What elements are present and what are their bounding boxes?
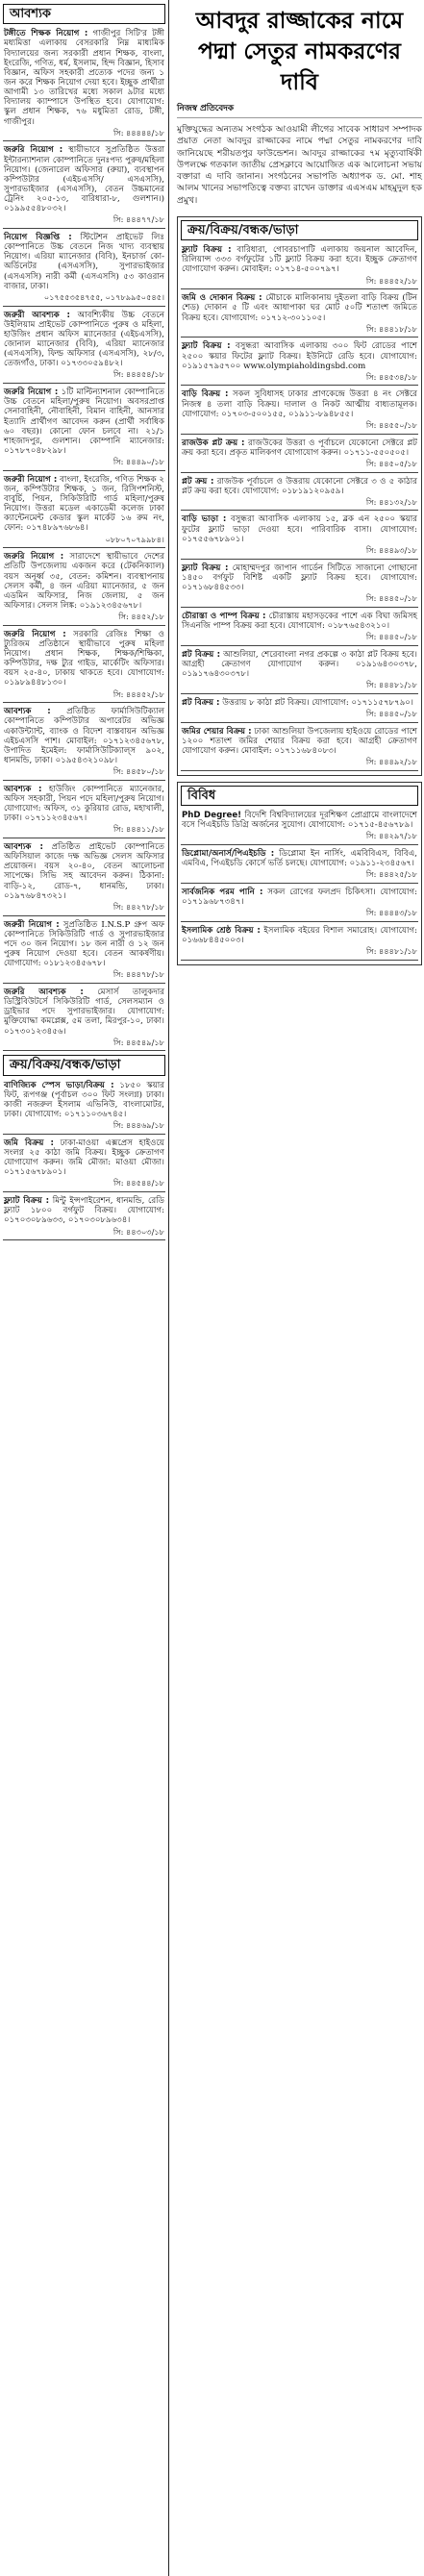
ad-text	[181, 696, 418, 709]
ad-text	[3, 473, 165, 535]
buy-sell-ads-list	[3, 1079, 165, 1241]
ad-text	[181, 475, 418, 497]
ad-body: আশুলিয়া, শেরেবাংলা নগর প্রকল্পে ৩ কাঠা প্লট বিক্রয় হবে। আগ্রহী ক্রেতাগণ যোগাযোগ করুন। ০১৯১৬৪৩০৩৭৮, ০১৯১৭৬৪৩০৩৭৮।	[182, 649, 417, 679]
ad-divider	[3, 1134, 165, 1135]
ad-title: বাণিজ্যিক স্পেস ভাড়া/বিক্রয় :	[4, 1080, 114, 1090]
classified-ad	[181, 388, 418, 434]
ad-body: প্রতিষ্ঠিত ফার্মাসিউটিক্যাল কোম্পানিতে কম্পিউটার অপারেটর অভিজ্ঞ একাউন্ট্যান্ট, ব্যাংক ও বিদেশ বাস্তবায়ন অভিজ্ঞ এইচএসসি পাশ। মোবাইল: ০১৭১২৩৪৫৬৭৮, উপাদিত ইমেইল: ফার্মাসিউটিক্যাল্স ৯০২, ধানমন্ডি, ঢাকা। ০১৯৫৪৩২১০৯৮।	[4, 707, 165, 765]
classified-ad	[3, 918, 165, 984]
article-byline: নিজস্ব প্রতিবেদক	[177, 102, 422, 118]
ad-text	[3, 386, 165, 457]
ad-divider	[181, 337, 418, 338]
classified-ad	[3, 1137, 165, 1192]
ad-title: আবশ্যক :	[4, 707, 51, 717]
ad-reference: সি: ৪৪৫৪৯/১৮	[112, 1037, 164, 1047]
ad-body: রাজউক পূর্বাচলে ও উত্তরায় যেকোনো সেক্টরে ৩ ও ৫ কাঠার প্লট ক্রয় করা হবে। যোগাযোগ: ০১৮১৯১২০৯৫৯।	[182, 476, 418, 496]
ad-title: বাড়ি বিক্রয় :	[182, 389, 229, 400]
ad-title: প্লট বিক্রয় :	[182, 649, 221, 660]
ad-reference: সি: ৪৪৫৩৪/১৮	[365, 371, 417, 382]
ad-reference: সি: ৪৪৫৪৪/১৮	[112, 1178, 164, 1188]
ad-divider	[181, 385, 418, 386]
ad-reference: ০১৭৫৫৩৫৪৭৫৫, ০১৭৮৯৯৫০৫৪৫।	[43, 291, 164, 302]
ad-text	[3, 628, 165, 689]
classified-ad	[3, 386, 165, 471]
section-header-buy-sell: ক্রয়/বিক্রয়/বন্ধক/ভাড়া	[3, 1055, 165, 1075]
ad-title: ইসলামিক শ্রেষ্ঠ বিক্রয় :	[182, 925, 261, 936]
ad-divider	[181, 770, 418, 771]
section-header-misc: বিবিধ	[181, 786, 418, 806]
section-header-wanted: আবশ্যক	[3, 4, 165, 24]
buy-sell-ads-list-right	[181, 243, 418, 770]
ad-divider	[3, 1191, 165, 1192]
ad-text	[181, 725, 418, 757]
ad-title: PhD Degree!	[182, 810, 242, 820]
ad-title: টঙ্গীতে শিক্ষক নিয়োগ :	[4, 29, 88, 39]
ad-divider	[181, 722, 418, 723]
ad-body: মেসার্স তালুকদার ডিস্ট্রিবিউটর্সে সিকিউরিটি গার্ড, সেলসম্যান ও ড্রাইভার পদে সুপারভাইজার। যোগাযোগ: মুক্তিযোদ্ধা কমপ্লেক্স, ৫ম তলা, মিরপুর-১০, ঢাকা। ০১৭৩০১২৩৪৫৬।	[4, 987, 164, 1037]
ad-divider	[181, 288, 418, 289]
ad-title: সার্বজনিক পরম পানি :	[182, 887, 263, 897]
ad-title: ফ্ল্যাট বিক্রয় :	[182, 341, 231, 352]
ad-title: বাড়ি ভাড়া :	[182, 514, 227, 525]
classified-ad	[3, 986, 165, 1051]
ad-text	[3, 840, 165, 902]
classified-ad	[181, 339, 418, 386]
ad-text	[3, 1194, 165, 1226]
ad-reference: সি: ৪৪৪৯৩/১৮	[365, 544, 417, 555]
ad-reference: সি: ৪৪৪৯০/১৮	[112, 457, 164, 467]
ad-divider	[3, 383, 165, 384]
ad-divider	[181, 693, 418, 694]
ad-reference: সি: ৪৪১৩২/১৮	[365, 496, 417, 507]
ad-reference: সি: ৪৪৪৪৩/১৮	[365, 908, 417, 918]
ad-text	[181, 924, 418, 946]
ad-text	[181, 562, 418, 593]
ad-title: জরুরী নিয়োগ :	[4, 919, 60, 930]
ad-divider	[3, 306, 165, 307]
ad-title: প্লট বিক্রয় :	[182, 697, 220, 708]
ad-title: জমি ও দোকান বিক্রয় :	[182, 293, 262, 304]
article-body: মুক্তিযুদ্ধের অন্যতম সংগঠক আওয়ামী লীগের সাবেক সাধারণ সম্পাদক প্রয়াত নেতা আবদুর রাজ্জাকের নামে পদ্মা সেতুর নামকরণের দাবি জানিয়েছে শরীয়তপুর ফাউন্ডেশন। আবদুর রাজ্জাকের ৭ম মৃত্যুবার্ষিকী উপলক্ষে গতকাল জাতীয় প্রেসক্লাবে আয়োজিত এক আলোচনা সভায় বক্তারা এ দাবি জানান। সংগঠনের সভাপতি অধ্যাপক ড. মো. শাহ আলম খানের সভাপতিত্বে বক্তব্য রাখেন ডাক্তার এএসএম মাহমুদুল হক প্রমুখ।	[177, 124, 422, 206]
ad-reference: সি: ৪৪৪৯২/১৮	[365, 756, 417, 766]
classified-ad	[3, 1194, 165, 1240]
ad-body: সারাদেশে স্থায়ীভাবে দেশের প্রতিটি উপজেলায় একজন করে (টেকনিক্যাল) বয়স অনূর্ধ্ব ৩৫, বেতন: কমিশন। ব্যবস্থাপনায় সেলস কর্মী, ৪ জন এরিয়া ম্যানেজার, ৫ জন এডমিন অফিসার, নিজ জেলায়, ৫ জন অফিসার। সেলস লিঙ্ক: ০১৯১২৩৪৫৬৭৮।	[4, 552, 164, 611]
ad-text	[3, 1137, 165, 1179]
ad-divider	[3, 1239, 165, 1240]
ad-title: জরুরি নিয়োগ :	[4, 145, 63, 156]
ad-text	[181, 437, 418, 459]
ad-title: জরুরি আবশ্যক :	[4, 987, 84, 997]
ad-body: বিদেশি বিশ্ববিদ্যালয়ের দূরশিক্ষণ প্রোগ্রামে বাংলাদেশে বসে পিএইচডি ডিগ্রি অর্জনের সুযোগ। যোগাযোগ: ০১৭১৫-৪৫৬৭৮৯।	[182, 810, 417, 831]
classified-ad	[3, 473, 165, 549]
classified-ad	[181, 243, 418, 289]
ad-title: আবশ্যক :	[4, 784, 42, 794]
ad-divider	[181, 510, 418, 511]
ad-divider	[3, 625, 165, 626]
ad-body: রাজউকের উত্তরা ও পূর্বাচলে যেকোনো সেক্টরে প্লট ক্রয় করা হবে। প্রকৃত মালিকগণ যোগাযোগ করুন। ০১৭১১-৫৫০৫০৫।	[182, 438, 417, 458]
ad-text	[181, 388, 418, 419]
ad-title: জমি বিক্রয় :	[4, 1138, 54, 1148]
ad-text	[3, 783, 165, 825]
ad-divider	[3, 983, 165, 984]
ad-divider	[181, 559, 418, 560]
classified-ad	[181, 886, 418, 922]
ad-reference: সি: ৪৪৫০৫/১৮	[365, 458, 417, 468]
ad-divider	[3, 547, 165, 548]
ad-text	[181, 243, 418, 275]
ad-body: বসুন্ধরা আবাসিক এলাকায় ৩০০ ফিট রোডের পাশে ২৫০০ স্কয়ার ফিটের ফ্ল্যাট বিক্রয়। ইউনিটে রেডি হবে। যোগাযোগ: ০১৯১৫৭৯৫৭০০ www.olympiaholdingsbd.com	[182, 341, 417, 371]
wanted-ads-list	[3, 27, 165, 1051]
ad-reference: সি: ৪৪৪৮১/১৮	[365, 680, 417, 690]
ad-divider	[181, 607, 418, 608]
ad-divider	[181, 645, 418, 646]
section-header-buy-sell-right: ক্রয়/বিক্রয়/বন্ধক/ভাড়া	[181, 220, 418, 240]
ad-title: জরুরি নিয়োগ :	[4, 629, 66, 639]
ad-title: জমির শেয়ার বিক্রয় :	[182, 726, 252, 737]
ad-body: ডিপ্লোমা ইন নার্সিং, এমবিবিএস, বিবিএ, এমবিএ, পিএইচডি কোর্সে ভর্তি চলছে। যোগাযোগ: ০১৯১১-২৩৪৫৬৭।	[182, 848, 418, 869]
ad-text	[3, 27, 165, 127]
ad-reference: সি: ৪৪২৯৭/১৮	[365, 831, 417, 841]
misc-box	[177, 782, 422, 965]
ad-body: সরকারি রেজিঃ শিক্ষা ও ট্যুরিজম প্রতিষ্ঠানে স্থায়ীভাবে পুরুষ মহিলা নিয়োগ। প্রধান শিক্ষক, শিক্ষক/শিক্ষিকা, কম্পিউটার, দক্ষ ট্যুর গাইড, মার্কেটিং অফিসার। বয়স ২৫-৪০, ঢাকায় থাকতে হবে। যোগাযোগ: ০১৯৮৯৪৪৮১৩০।	[4, 629, 164, 688]
ad-body: বাংলা, ইংরেজি, গণিত শিক্ষক ২ জন, কম্পিউটার শিক্ষক, ১ জন, রিসিপশনিস্ট, বাবুর্চি, পিয়ন, সিকিউরিটি গার্ড মহিলা/পুরুষ নিয়োগ। উত্তরা মডেল একাডেমী কলেজ ঢাকা ক্যান্টেনমেন্ট কেডার স্কুল মার্কেট ১৬ রুম নং, ফোন: ০১৭৪৮৯৭৬৮৬৪।	[4, 474, 164, 534]
ad-divider	[181, 844, 418, 845]
ad-reference: সি: ৪৪৪৫০/১৮	[365, 631, 417, 641]
ad-body: সুপ্রতিষ্ঠিত I.N.S.P গ্রুপ অফ কোম্পানিতে সিকিউরিটি গার্ড ও সুপারভাইজার পদে ৩০ জন নিয়োগ। ১৮ জন নারী ও ১২ জন পুরুষ নিয়োগ দেওয়া হবে। বেতন আকর্ষণীয়। যোগাযোগ: ০১৮১২৩৪৫৬৭৮।	[4, 919, 165, 969]
ad-reference: সি: ৪৪৪৫০/১৮	[365, 708, 417, 718]
ad-text	[3, 550, 165, 612]
classified-ad	[181, 475, 418, 512]
ad-text	[181, 886, 418, 908]
classified-ad	[3, 783, 165, 838]
ad-body: গাজীপুর সিটি'র টঙ্গী মধ্যমিত্তা এলাকায় বেসরকারি নিম্ন মাধ্যমিক বিদ্যালয়ের জন্য সরকারী প্রধান শিক্ষক, বাংলা, ইংরেজি, গণিত, ধর্ম, ইসলাম, হিন্দ বিজ্ঞান, হিসাব বিজ্ঞান, অফিস সহকারী প্রত্যেক পদের জন্য ১ জন করে শিক্ষক নিয়োগ দেয়া হবে। ইচ্ছুক প্রার্থীরা আগামী ১৩ তারিখের মধ্যে সকাল ৯টার মধ্যে বিদ্যালয় ক্যাম্পাসে উপস্থিত হবে। যোগাযোগ: স্কুল প্রধান শিক্ষক, ৭৬ মধুমিতা রোড, টঙ্গী, গাজীপুর।	[4, 29, 164, 127]
ad-divider	[181, 883, 418, 884]
classifieds-left-column	[0, 0, 169, 2576]
ad-title: জরুরি নিয়োগ :	[4, 388, 59, 398]
ad-reference: সি: ৪৪৪৭৭/১৮	[112, 214, 164, 225]
classified-ad	[3, 628, 165, 704]
ad-text	[181, 648, 418, 680]
ad-body: আবশ্যিকীয় উচ্চ বেতনে উইলিয়াম প্রাইভেট কোম্পানিতে পুরুষ ও মহিলা, হাউজিং প্রধান অফিস ম্যানেজার (এইচএসসি), জোনাল ম্যানেজার (বিবি), এরিয়া ম্যানেজার (এসএসসি), ফিল্ড অফিসার (এসএসসি), ২৮/৩, তেজগাঁও, ঢাকা। ০১৭৩৩০৫৯৪৮২।	[4, 310, 165, 369]
classified-ad	[181, 847, 418, 884]
ad-reference: সি: ৪৪৪৫৪/১৮	[112, 369, 164, 380]
ad-text	[3, 705, 165, 766]
ad-body: মৌচাকে মালিকানায় দুইতলা বাড়ি বিক্রয় (টিন শেড) দোকান ৫ টি এবং আধাপাকা ঘর মোট ৫০টি শতাংশ জমিতে বিক্রয় হবে। যোগাযোগ: ০১৭১২-৩০১১০৫।	[182, 293, 417, 323]
classified-ad	[181, 291, 418, 338]
ad-reference: সি: ৪৪৪২৫/১৮	[365, 869, 417, 880]
ad-reference: সি: ৪৪৪৫২/১৮	[112, 688, 164, 699]
ad-reference: সি: ৪৪৫৫০/১৮	[365, 419, 417, 430]
ad-divider	[181, 472, 418, 473]
ad-body: ঢাকা আশুলিয়া উপজেলায় হাইওয়ে রোডের পাশে ১২০০ শতাংশ জমির শেয়ার বিক্রয় করা হবে। আগ্রহী ক্রেতাগণ যোগাযোগ করুন। মোবাইল: ০১৭১১৬৮৪০৮৩।	[182, 726, 418, 756]
ad-reference: সি: ৪৪৪৬৯/১৮	[112, 1120, 164, 1131]
ad-divider	[181, 434, 418, 435]
ad-reference: সি: ৪৪৪১৮/১৮	[365, 323, 417, 334]
ad-reference: সি: ৪৪৫৮০/১৮	[112, 766, 164, 777]
ad-reference: সি: ৪৪৪১১/১৮	[112, 824, 164, 835]
ad-body: সকল রোগের ফলপ্রদ চিকিৎসা। যোগাযোগ: ০১৭১৯৬৮৭৩৪৭।	[182, 887, 418, 907]
ad-text	[181, 809, 418, 831]
ad-body: ইসলামিক বইয়ের বিশাল সমারোহ। যোগাযোগ: ০১৬৬৮৪৪৫০০৩।	[182, 925, 417, 945]
classified-ad	[181, 437, 418, 473]
ad-title: জরুরি নিয়োগ :	[4, 552, 64, 563]
classified-ad	[181, 513, 418, 559]
ad-reference: সি: ৪৪৪৪৪/১৮	[112, 127, 164, 138]
ad-title: ফ্ল্যাট বিক্রয় :	[182, 563, 229, 573]
ad-reference: সি: ৪৪২৭৮/১৮	[112, 901, 164, 912]
ad-title: জরুরী আবশ্যক :	[4, 310, 70, 320]
classified-ad	[3, 143, 165, 229]
classified-ad	[181, 725, 418, 771]
ad-reference: সি: ৪৪৪৭৮/১৮	[112, 969, 164, 980]
ad-reference: সি: ৪৪৫২/১৮	[118, 612, 164, 622]
ad-divider	[3, 702, 165, 703]
classified-ad	[181, 696, 418, 723]
ad-title: প্লট ক্রয় :	[182, 476, 214, 487]
buy-sell-box	[177, 216, 422, 776]
ad-title: চৌরাস্তা ও পাম্প বিক্রয় :	[182, 611, 266, 621]
ad-text	[3, 231, 165, 292]
ad-divider	[3, 228, 165, 229]
ad-body: মিন্টু ইন্সপাইরেশন, ধানমন্ডি, রেডি ফ্ল্যাট ১৮০০ বর্গফুট বিক্রয়। যোগাযোগ: ০১৭০৩০৮৯৬৩৩, ০১৭০৩০৮৯৬৩৪।	[4, 1196, 164, 1226]
ad-body: ঢাকা-মাওয়া এক্সপ্রেস হাইওয়ে সংলগ্ন ২৫ কাঠা জমি বিক্রয়। ইচ্ছুক ক্রেতাগণ যোগাযোগ করুন। জমি মৌজা: মাওয়া মৌজা। ০১৭১৫৬৭৮৯০১।	[4, 1138, 164, 1178]
news-right-column	[173, 0, 424, 2576]
ad-divider	[3, 140, 165, 141]
classified-ad	[181, 809, 418, 845]
ad-text	[3, 143, 165, 214]
ad-text	[181, 291, 418, 323]
classified-ad	[3, 1079, 165, 1135]
misc-ads-list	[181, 809, 418, 961]
classified-ad	[3, 550, 165, 626]
ad-text	[3, 986, 165, 1038]
classified-ad	[3, 231, 165, 307]
ad-title: ফ্ল্যাট বিক্রয় :	[182, 245, 232, 256]
ad-body: হাউজিং কোম্পানিতে ম্যানেজার, অফিস সহকারী, পিয়ন পদে মহিলা/পুরুষ নিয়োগ। যোগাযোগ: অফিস, ৩১ কুরিয়ার রোড, মহাখালী, ঢাকা। ০১৭১১২৩৪৫৬৭।	[4, 784, 165, 824]
ad-title: ডিপ্লোমা/অনার্স/পিএইচডি :	[182, 848, 275, 859]
classified-ad	[181, 648, 418, 694]
ad-text	[181, 847, 418, 869]
ad-body: সকল সুবিধাসহ ঢাকার প্রাণকেন্দ্রে উত্তরা ৪ নং সেক্টরে নিজস্ব ৪ তলা বাড়ি বিক্রয়। দালাল ও নিকট আত্মীয় বাধ্যতামূলক। যোগাযোগ: ০১৭০৩-৫০০১৫৫, ০১৯১১-৮৯৪৮৫৫।	[182, 389, 418, 419]
ad-title: রাজউক প্লট ক্রয় :	[182, 438, 245, 448]
ad-divider	[3, 1050, 165, 1051]
ad-title: জরুরী নিয়োগ :	[4, 474, 58, 485]
classified-ad	[181, 610, 418, 646]
ad-body: বসুন্ধরা আবাসিক এলাকায় ১৫, ব্লক এন ২৫০০ স্কয়ার ফুটের ফ্ল্যাট ভাড়া দেওয়া হবে। পারিবারিক বাসা। যোগাযোগ: ০১৭৫৫৬৭৮৯০১।	[182, 514, 418, 544]
classified-ad	[181, 562, 418, 608]
ad-body: স্থায়ীভাবে সুপ্রতিষ্ঠিত উত্তরা ইন্টারন্যাশনাল কোম্পানিতে দুনঃপদ্য পুরুষ/মহিলা নিয়োগ। (জেনারেল অফিসার (রুয়া), ব্যবস্থাপন কম্পিউটার (এইচএসসি/ এসএসসি), সুপারভাইজার (এসএসসি), বেতন উচ্চমানের ট্রেনিং ২০৫-১৩, বারিধারা-৮, গুলশান।) ০১৯৯৫৫৪৮০৩২।	[4, 145, 165, 214]
classified-ad	[3, 27, 165, 141]
classified-ad	[3, 309, 165, 385]
classified-ad	[3, 705, 165, 781]
classified-ad	[3, 840, 165, 916]
ad-reference: সি: ৪৪৪৫০/১৮	[365, 593, 417, 603]
ad-title: ফ্ল্যাট বিক্রয় :	[4, 1196, 50, 1207]
ad-divider	[181, 921, 418, 922]
ad-body: বারিধারা, গোবরচাপাটি এলাকায় জয়নাল আবেদিন, রিলিয়ান্স ৩৩৩ বর্গফুটের ১টি ফ্ল্যাট বিক্রয় করা হবে। ইচ্ছুক ক্রেতাগণ যোগাযোগ করুন। মোবাইল: ০১৭১৪-৫০০৭৯৭।	[182, 245, 418, 275]
article-headline: আবদুর রাজ্জাকের নামে পদ্মা সেতুর নামকরণের দাবি	[195, 7, 404, 95]
ad-title: আবশ্যক :	[4, 842, 43, 853]
ad-text	[3, 309, 165, 370]
ad-body: ১৮৫০ স্কয়ার ফিট, রূপগঞ্জ (পূর্বাচল ৩০০ ফিট সংলগ্ন) ঢাকা। কাজী নজরুল ইসলাম এভিনিউ, বাংলামোটর, ঢাকা। যোগাযোগ: ০১৭১১০৩৬৭৪৫।	[4, 1080, 165, 1120]
ad-body: উত্তরায় ৮ কাঠা প্লট বিক্রয়। যোগাযোগ: ০১৭১১৫৭৮৭৯০।	[222, 697, 413, 708]
ad-text	[181, 339, 418, 371]
ad-body: স্টিটেশন প্রাইভেট লিঃ কোম্পানিতে উচ্চ বেতনে নিজ খাদ্য ব্যবস্থায় নিয়োগ। এরিয়া ম্যানেজার (বিবি), ইনচার্জ কো-অর্ডিনেটর (এসএসসি), সুপারভাইজার (এসএসসি) নারী কর্মী (এসএসসি) ৫৩ কাওরান বাজার, ঢাকা।	[4, 233, 165, 291]
ad-divider	[3, 780, 165, 781]
classified-ad	[181, 924, 418, 961]
ad-title: নিয়োগ বিজ্ঞপ্তি :	[4, 233, 72, 243]
ad-divider	[3, 915, 165, 916]
ad-text	[181, 513, 418, 544]
ad-text	[3, 918, 165, 970]
ad-body: চৌরাস্তায় মহাসড়কের পাশে এক বিঘা জমিসহ সিএনজি পাম্প বিক্রয় করা হবে। যোগাযোগ: ০১৮৭৬৫৪৩২১০।	[182, 611, 418, 631]
ad-text	[3, 1079, 165, 1121]
ad-body: প্রতিষ্ঠিত প্রাইভেট কোম্পানিতে অফিসিয়াল কাজে দক্ষ অভিজ্ঞ সেলস অফিসার প্রয়োজন। বয়স ২০-৪০, বেতন আলোচনা সাপেক্ষে। সিভি সহ আবেদন করুন। ঠিকানা: বাড়ি-১২, রোড-৭, ধানমন্ডি, ঢাকা। ০১৯৭৬৮৪৭৩২১।	[4, 842, 165, 901]
ad-body: ১টি মাল্টিন্যাশনাল কোম্পানিতে উচ্চ বেতনে মহিলা/পুরুষ নিয়োগ। অবসরপ্রাপ্ত সেনাবাহিনী, নৌবাহিনী, বিমান বাহিনী, আনসার ইত্যাদি প্রার্থীগণ আবেদন করুন (প্রার্থী সর্বাধিক ৬০ বছর)। কোনো ফোন চলবে না। ২১/১ শাহজাদপুর, গুলশান। কোম্পানি ম্যানেজার: ০১৭৮৭০৪৮২৯৮।	[4, 388, 164, 456]
ad-body: মোহাম্মদপুর জাপান গার্ডেন সিটিতে সাজানো গোছানো ১৪৫০ বর্গফুট বিশিষ্ট একটি ফ্ল্যাট বিক্রয় হবে। যোগাযোগ: ০১৭১৬৮৪৪৫৩৩।	[182, 563, 417, 592]
ad-text	[181, 610, 418, 632]
ad-reference: ০৮৮০৭০৭৯৯৮৪।	[105, 534, 164, 544]
ad-reference: সি: ৪৪৪৫২/১৮	[365, 275, 417, 286]
ad-reference: সি: ৪৪৩০৩/১৮	[112, 1226, 164, 1237]
ad-divider	[3, 470, 165, 471]
ad-divider	[181, 960, 418, 961]
ad-reference: সি: ৪৪৪৮১/১৮	[365, 946, 417, 957]
